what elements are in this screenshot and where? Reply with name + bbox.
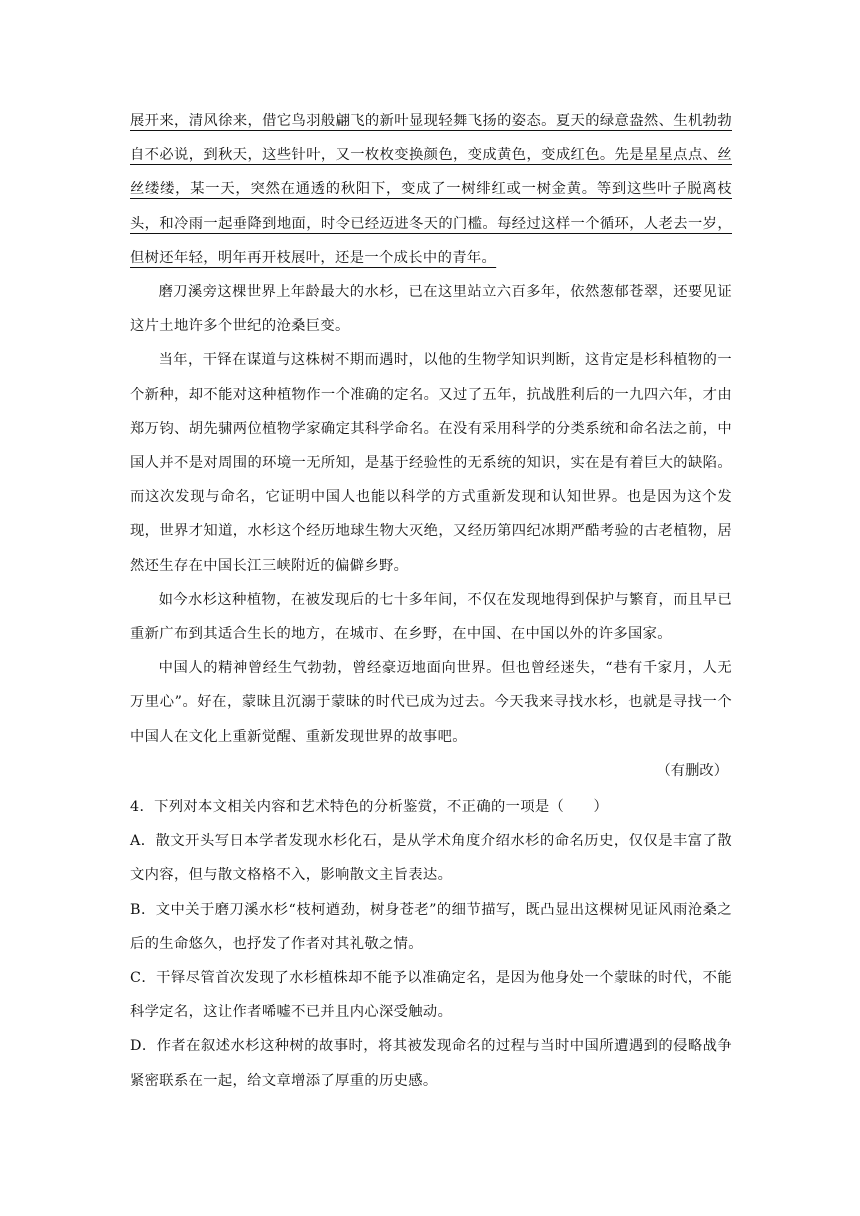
revision-note: （有删改）	[656, 762, 728, 779]
question-stem: 4．下列对本文相关内容和艺术特色的分析鉴赏，不正确的一项是（ ）	[130, 799, 609, 816]
passage-paragraph-1: 展开来，清风徐来，借它鸟羽般翩飞的新叶显现轻舞飞扬的姿态。夏天的绿意盎然、生机勃勃自不必说，到秋天，这些针叶，又一枚枚变换颜色，变成黄色，变成红色。先是星星点点、丝丝缕缕，某一天，突然在通透的秋阳下，变成了一树绯红或一树金黄。等到这些叶子脱离枝头，和冷雨一起垂降到地面，时令已经迈进冬天的门槛。每经过这样一个循环，人老去一岁，但树还年轻，明年再开枝展叶，还是一个成长中的青年。	[130, 113, 732, 266]
passage-paragraph-4: 如今水杉这种植物，在被发现后的七十多年间，不仅在发现地得到保护与繁育，而且早已重新广布到其适合生长的地方，在城市、在乡野，在中国、在中国以外的许多国家。	[130, 591, 732, 643]
passage-paragraph-3: 当年，干铎在谋道与这株树不期而遇时，以他的生物学知识判断，这肯定是杉科植物的一个新种，却不能对这种植物作一个准确的定名。又过了五年，抗战胜利后的一九四六年，才由郑万钧、胡先骕两位植物学家确定其科学命名。在没有采用科学的分类系统和命名法之前，中国人并不是对周围的环境一无所知，是基于经验性的无系统的知识，实在是有着巨大的缺陷。而这次发现与命名，它证明中国人也能以科学的方式重新发现和认知世界。也是因为这个发现，世界才知道，水杉这个经历地球生物大灭绝，又经历第四纪冰期严酷考验的古老植物，居然还生存在中国长江三峡附近的偏僻乡野。	[130, 352, 732, 574]
passage-paragraph-5: 中国人的精神曾经生气勃勃，曾经豪迈地面向世界。但也曾经迷失，“巷有千家月，人无万里心”。好在，蒙昧且沉溺于蒙昧的时代已成为过去。今天我来寻找水杉，也就是寻找一个中国人在文化上重新觉醒、重新发现世界的故事吧。	[130, 660, 732, 745]
option-d: D．作者在叙述水杉这种树的故事时，将其被发现命名的过程与当时中国所遭遇到的侵略战争紧密联系在一起，给文章增添了厚重的历史感。	[130, 1038, 732, 1089]
option-c: C．干铎尽管首次发现了水杉植株却不能予以准确定名，是因为他身处一个蒙昧的时代，不能科学定名，这让作者唏嘘不已并且内心深受触动。	[130, 970, 732, 1021]
option-b: B．文中关于磨刀溪水杉“枝柯遒劲，树身苍老”的细节描写，既凸显出这棵树见证风雨沧桑之后的生命悠久，也抒发了作者对其礼敬之情。	[130, 901, 732, 952]
option-a: A．散文开头写日本学者发现水杉化石，是从学术角度介绍水杉的命名历史，仅仅是丰富了散文内容，但与散文格格不入，影响散文主旨表达。	[130, 833, 732, 884]
passage-paragraph-2: 磨刀溪旁这棵世界上年龄最大的水杉，已在这里站立六百多年，依然葱郁苍翠，还要见证这片土地许多个世纪的沧桑巨变。	[130, 284, 732, 335]
